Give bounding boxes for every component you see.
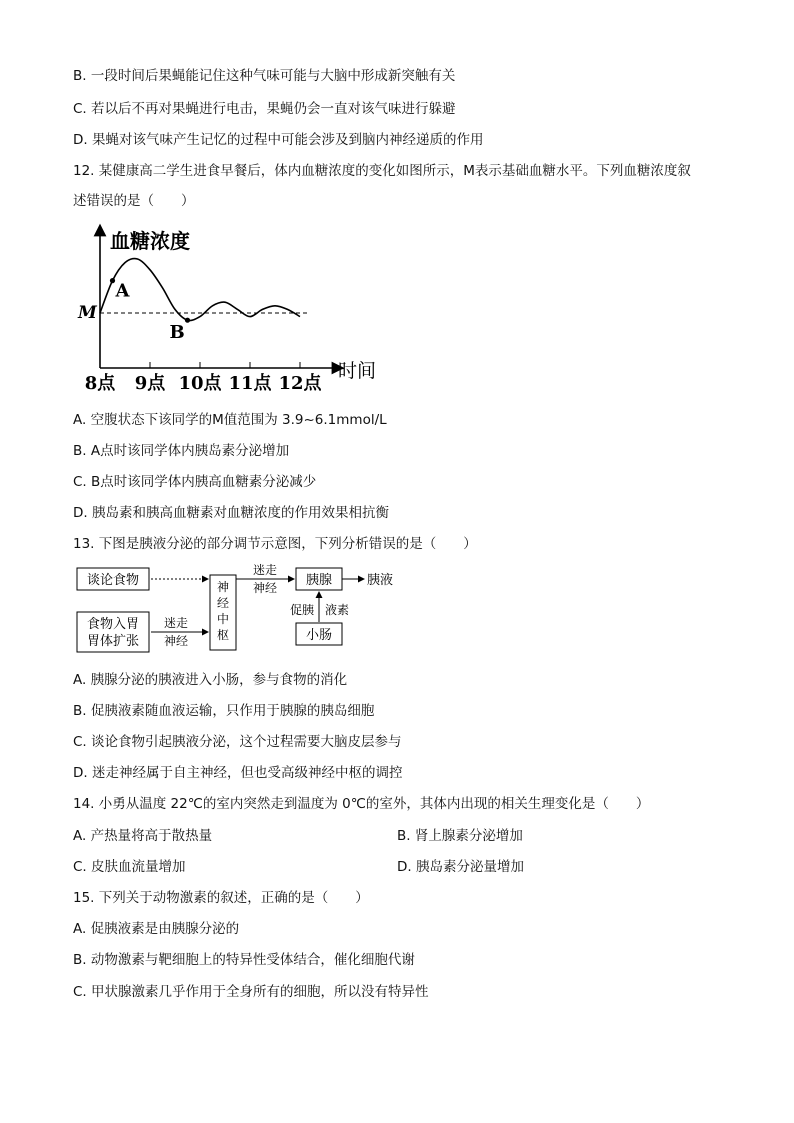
- secretin-line1: 促胰: [289, 603, 315, 617]
- x-tick-label: 12点: [278, 373, 322, 394]
- q14-option-d: D. 胰岛素分泌量增加: [397, 859, 524, 875]
- pancreatic-regulation-diagram: [74, 562, 414, 662]
- q12-option-c: C. B点时该同学体内胰高血糖素分泌减少: [73, 474, 317, 490]
- q14-stem: 14. 小勇从温度 22℃的室内突然走到温度为 0℃的室外，其体内出现的相关生理变化是（ ）: [73, 796, 650, 812]
- q12-option-a: A. 空腹状态下该同学的M值范围为 3.9~6.1mmol/L: [73, 412, 387, 428]
- q13-option-b: B. 促胰液素随血液运输，只作用于胰腺的胰岛细胞: [73, 703, 375, 719]
- q12-option-d: D. 胰岛素和胰高血糖素对血糖浓度的作用效果相抗衡: [73, 505, 389, 521]
- box-food-stomach-line1: 食物入胃: [86, 617, 140, 632]
- secretin-line2: 液素: [324, 603, 350, 617]
- vagus-bottom-line2: 神经: [163, 634, 189, 648]
- point-a-label: A: [115, 280, 130, 302]
- q13-option-c: C. 谈论食物引起胰液分泌，这个过程需要大脑皮层参与: [73, 734, 402, 750]
- q11-option-c: C. 若以后不再对果蝇进行电击，果蝇仍会一直对该气味进行躲避: [73, 101, 456, 117]
- center-char-3: 中: [216, 612, 230, 626]
- q11-option-d: D. 果蝇对该气味产生记忆的过程中可能会涉及到脑内神经递质的作用: [73, 132, 484, 148]
- center-char-1: 神: [216, 580, 230, 594]
- juice-label: 胰液: [367, 573, 394, 588]
- box-intestine-label: 小肠: [305, 628, 333, 643]
- y-axis-label: 血糖浓度: [110, 229, 190, 253]
- vagus-top-line1: 迷走: [252, 563, 278, 577]
- blood-glucose-chart: [70, 222, 390, 394]
- q15-option-b: B. 动物激素与靶细胞上的特异性受体结合，催化细胞代谢: [73, 952, 415, 968]
- q15-option-c: C. 甲状腺激素几乎作用于全身所有的细胞，所以没有特异性: [73, 984, 429, 1000]
- q11-option-b: B. 一段时间后果蝇能记住这种气味可能与大脑中形成新突触有关: [73, 68, 456, 84]
- point-b-label: B: [169, 322, 185, 344]
- vagus-bottom-line1: 迷走: [163, 616, 189, 630]
- box-food-talk-label: 谈论食物: [86, 573, 140, 588]
- box-pancreas-label: 胰腺: [305, 573, 333, 588]
- q15-option-a: A. 促胰液素是由胰腺分泌的: [73, 921, 240, 937]
- point-b-marker: [185, 318, 190, 323]
- q15-stem: 15. 下列关于动物激素的叙述，正确的是（ ）: [73, 890, 369, 906]
- q14-option-b: B. 肾上腺素分泌增加: [397, 828, 523, 844]
- x-tick-label: 8点: [84, 373, 116, 394]
- baseline-label: M: [78, 303, 97, 323]
- q12-stem-line1: 12. 某健康高二学生进食早餐后，体内血糖浓度的变化如图所示，M表示基础血糖水平。下列血糖浓度叙: [73, 163, 691, 179]
- x-axis-label: 时间: [338, 360, 377, 382]
- center-char-4: 枢: [216, 628, 230, 642]
- box-food-stomach-line2: 胃体扩张: [86, 634, 140, 649]
- point-a-marker: [110, 278, 115, 283]
- q13-stem: 13. 下图是胰液分泌的部分调节示意图，下列分析错误的是（ ）: [73, 536, 477, 552]
- center-char-2: 经: [216, 596, 230, 610]
- vagus-top-line2: 神经: [252, 581, 278, 595]
- x-tick-label: 10点: [178, 373, 222, 394]
- x-tick-label: 9点: [134, 373, 166, 394]
- q13-option-d: D. 迷走神经属于自主神经，但也受高级神经中枢的调控: [73, 765, 403, 781]
- q12-stem-line2: 述错误的是（ ）: [73, 193, 195, 209]
- q13-option-a: A. 胰腺分泌的胰液进入小肠，参与食物的消化: [73, 672, 348, 688]
- q14-option-c: C. 皮肤血流量增加: [73, 859, 186, 875]
- glucose-curve: [100, 259, 300, 321]
- x-tick-label: 11点: [228, 373, 272, 394]
- q12-option-b: B. A点时该同学体内胰岛素分泌增加: [73, 443, 290, 459]
- q14-option-a: A. 产热量将高于散热量: [73, 828, 213, 844]
